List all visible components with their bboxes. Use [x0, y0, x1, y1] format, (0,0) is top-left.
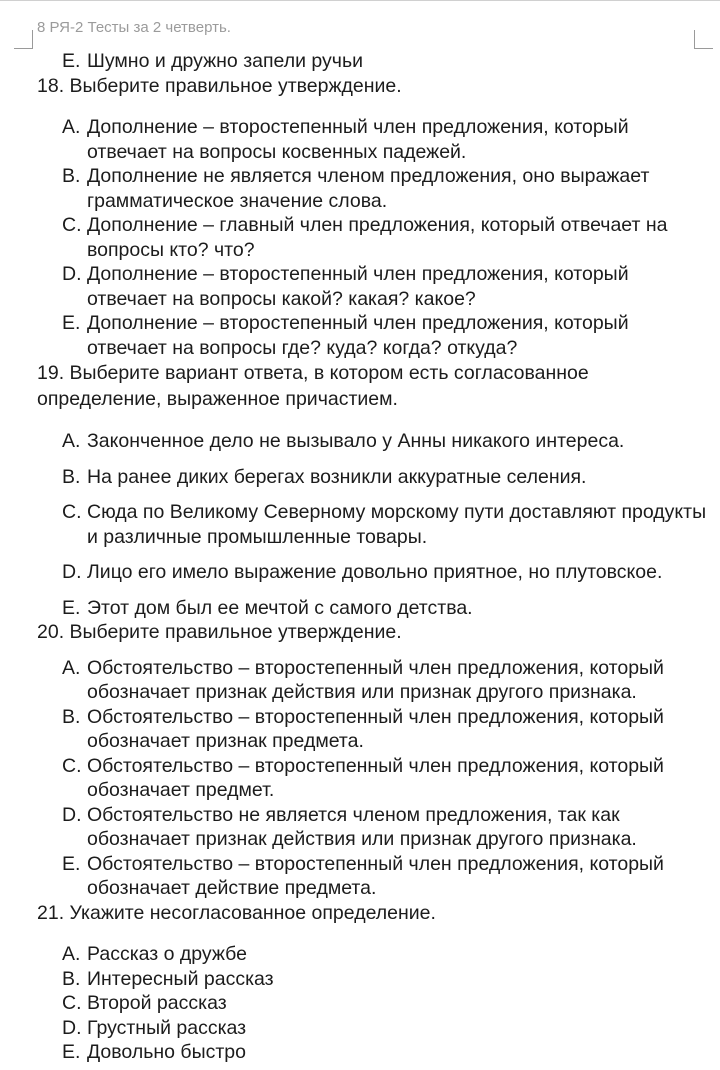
option-c	[37, 213, 707, 262]
document-body	[37, 49, 707, 1065]
option-b	[37, 705, 707, 754]
option-b	[37, 164, 707, 213]
option-text: Дополнение не является членом предложения, оно выражает грамматическое значение слова.	[87, 165, 650, 212]
option-text: Второй рассказ	[87, 992, 227, 1014]
crop-mark-right	[694, 30, 713, 49]
option-letter: D.	[62, 561, 82, 583]
option-letter: E.	[62, 852, 81, 875]
option-letter: A.	[62, 943, 81, 965]
crop-mark-left	[14, 30, 33, 49]
page-header: 8 РЯ-2 Тесты за 2 четверть.	[37, 19, 231, 36]
option-text: Лицо его имело выражение довольно приятное, но плутовское.	[87, 561, 663, 583]
option-text: Обстоятельство – второстепенный член предложения, который обозначает признак действия или признак другого признака.	[87, 656, 664, 703]
option-e	[37, 596, 707, 621]
option-c	[37, 754, 707, 803]
option-text: Дополнение – второстепенный член предложения, который отвечает на вопросы косвенных падежей.	[87, 116, 629, 163]
option-c	[37, 500, 707, 549]
question-19	[37, 360, 707, 620]
option-text: Этот дом был ее мечтой с самого детства.	[87, 596, 473, 619]
option-letter: B.	[62, 165, 81, 187]
option-letter: C.	[62, 214, 82, 236]
option-text: На ранее диких берегах возникли аккуратные селения.	[87, 465, 587, 488]
option-text: Грустный рассказ	[87, 1016, 247, 1039]
question-title: 21. Укажите несогласованное определение.	[37, 901, 436, 924]
option-text: Шумно и дружно запели ручьи	[87, 50, 364, 72]
option-a	[37, 115, 707, 164]
option-letter: B.	[62, 967, 81, 990]
option-text: Интересный рассказ	[87, 967, 274, 990]
option-text: Обстоятельство не является членом предложения, так как обозначает признак действия или признак другого признака.	[87, 803, 637, 850]
option-letter: C.	[62, 754, 82, 777]
option-letter: E.	[62, 312, 81, 334]
question-title: 20. Выберите правильное утверждение.	[37, 621, 402, 643]
top-edge-rule	[0, 0, 720, 1]
option-letter: D.	[62, 803, 82, 826]
option-d	[37, 1016, 707, 1041]
question-21	[37, 901, 707, 1065]
option-e	[37, 311, 707, 360]
option-d	[37, 560, 707, 585]
question-20	[37, 620, 707, 901]
option-e	[37, 852, 707, 901]
option-letter: A.	[62, 656, 81, 679]
option-b	[37, 465, 707, 490]
option-text: Законченное дело не вызывало у Анны никакого интереса.	[87, 430, 625, 452]
option-letter: E.	[62, 596, 81, 619]
option-letter: E.	[62, 1041, 81, 1063]
question-title: 19. Выберите вариант ответа, в котором есть согласованное определение, выраженное причастием.	[37, 362, 589, 410]
option-letter: B.	[62, 705, 81, 728]
option-d	[37, 803, 707, 852]
option-text: Дополнение – второстепенный член предложения, который отвечает на вопросы где? куда? когда? откуда?	[87, 312, 629, 359]
option-text: Обстоятельство – второстепенный член предложения, который обозначает признак предмета.	[87, 705, 664, 752]
prev-question-option-e	[37, 49, 707, 74]
option-text: Дополнение – главный член предложения, который отвечает на вопросы кто? что?	[87, 214, 668, 261]
option-text: Обстоятельство – второстепенный член предложения, который обозначает действие предмета.	[87, 852, 664, 899]
option-d	[37, 262, 707, 311]
option-letter: A.	[62, 430, 81, 452]
option-letter: C.	[62, 501, 82, 523]
option-text: Сюда по Великому Северному морскому пути доставляют продукты и различные промышленные товары.	[87, 501, 707, 548]
option-e	[37, 1040, 707, 1065]
option-text: Довольно быстро	[87, 1041, 246, 1063]
option-a	[37, 656, 707, 705]
option-letter: D.	[62, 1016, 82, 1039]
option-text: Дополнение – второстепенный член предложения, который отвечает на вопросы какой? какая? какое?	[87, 263, 629, 310]
option-text: Рассказ о дружбе	[87, 943, 247, 965]
option-letter: E.	[62, 50, 81, 72]
option-letter: B.	[62, 465, 81, 488]
option-b	[37, 967, 707, 992]
question-18	[37, 74, 707, 361]
option-letter: C.	[62, 992, 82, 1014]
question-title: 18. Выберите правильное утверждение.	[37, 74, 402, 97]
option-letter: A.	[62, 116, 81, 138]
option-text: Обстоятельство – второстепенный член предложения, который обозначает предмет.	[87, 754, 664, 801]
option-a	[37, 429, 707, 454]
option-c	[37, 991, 707, 1016]
option-a	[37, 942, 707, 967]
option-letter: D.	[62, 263, 82, 285]
